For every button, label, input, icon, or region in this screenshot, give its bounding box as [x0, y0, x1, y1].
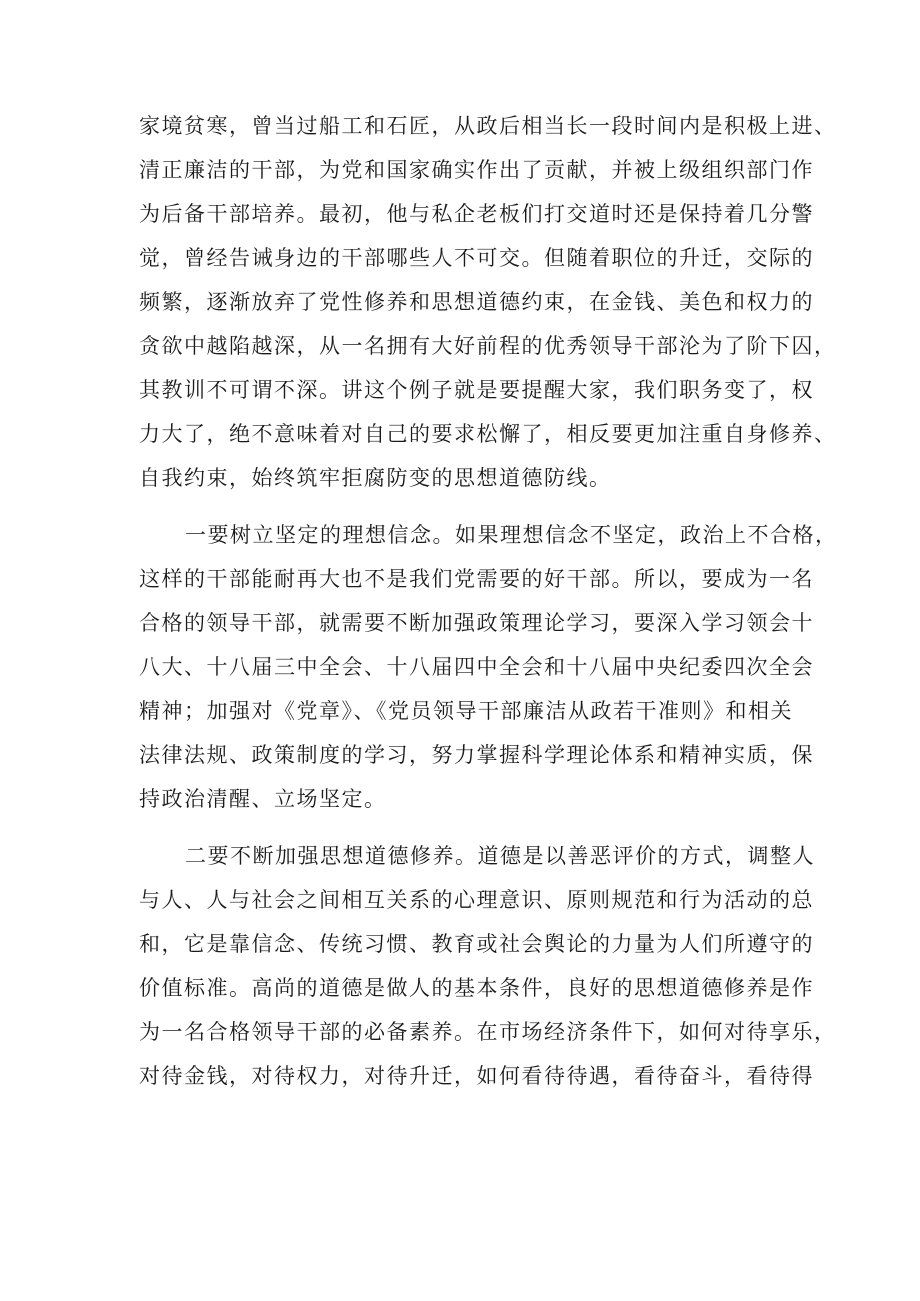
paragraph-line: 价值标准。高尚的道德是做人的基本条件，良好的思想道德修养是作 [139, 976, 814, 1000]
paragraph-3 [139, 834, 837, 1098]
paragraph-line: 为后备干部培养。最初，他与私企老板们打交道时还是保持着几分警 [139, 202, 814, 226]
paragraph-line: 家境贫寒，曾当过船工和石匠，从政后相当长一段时间内是积极上进、 [139, 114, 837, 138]
paragraph-line: 自我约束，始终筑牢拒腐防变的思想道德防线。 [139, 466, 612, 490]
paragraph-line: 和，它是靠信念、传统习惯、教育或社会舆论的力量为人们所遵守的 [139, 932, 814, 956]
paragraph-line: 持政治清醒、立场坚定。 [139, 787, 387, 811]
paragraph-line: 二要不断加强思想道德修养。道德是以善恶评价的方式，调整人 [185, 844, 815, 868]
paragraph-line: 觉，曾经告诫身边的干部哪些人不可交。但随着职位的升迁，交际的 [139, 246, 814, 270]
paragraph-line: 为一名合格领导干部的必备素养。在市场经济条件下，如何对待享乐， [139, 1020, 837, 1044]
paragraph-line: 贪欲中越陷越深，从一名拥有大好前程的优秀领导干部沦为了阶下囚， [139, 334, 837, 358]
paragraph-line: 清正廉洁的干部，为党和国家确实作出了贡献，并被上级组织部门作 [139, 158, 814, 182]
paragraph-line: 频繁，逐渐放弃了党性修养和思想道德约束，在金钱、美色和权力的 [139, 290, 814, 314]
paragraph-2 [139, 513, 838, 821]
paragraph-line: 这样的干部能耐再大也不是我们党需要的好干部。所以，要成为一名 [139, 567, 814, 591]
paragraph-line: 其教训不可谓不深。讲这个例子就是要提醒大家，我们职务变了，权 [139, 378, 814, 402]
paragraph-line: 合格的领导干部，就需要不断加强政策理论学习，要深入学习领会十 [139, 611, 814, 635]
paragraph-line: 八大、十八届三中全会、十八届四中全会和十八届中央纪委四次全会 [139, 655, 814, 679]
paragraph-line: 法律法规、政策制度的学习，努力掌握科学理论体系和精神实质，保 [139, 743, 814, 767]
paragraph-line: 一要树立坚定的理想信念。如果理想信念不坚定，政治上不合格， [185, 523, 838, 547]
paragraph-line: 精神；加强对《党章》、《党员领导干部廉洁从政若干准则》和相关 [139, 699, 793, 723]
paragraph-1 [139, 104, 837, 500]
paragraph-line: 对待金钱，对待权力，对待升迁，如何看待待遇，看待奋斗，看待得 [139, 1064, 814, 1088]
document-body [139, 104, 838, 1098]
paragraph-line: 力大了，绝不意味着对自己的要求松懈了，相反要更加注重自身修养、 [139, 422, 837, 446]
paragraph-line: 与人、人与社会之间相互关系的心理意识、原则规范和行为活动的总 [139, 888, 814, 912]
